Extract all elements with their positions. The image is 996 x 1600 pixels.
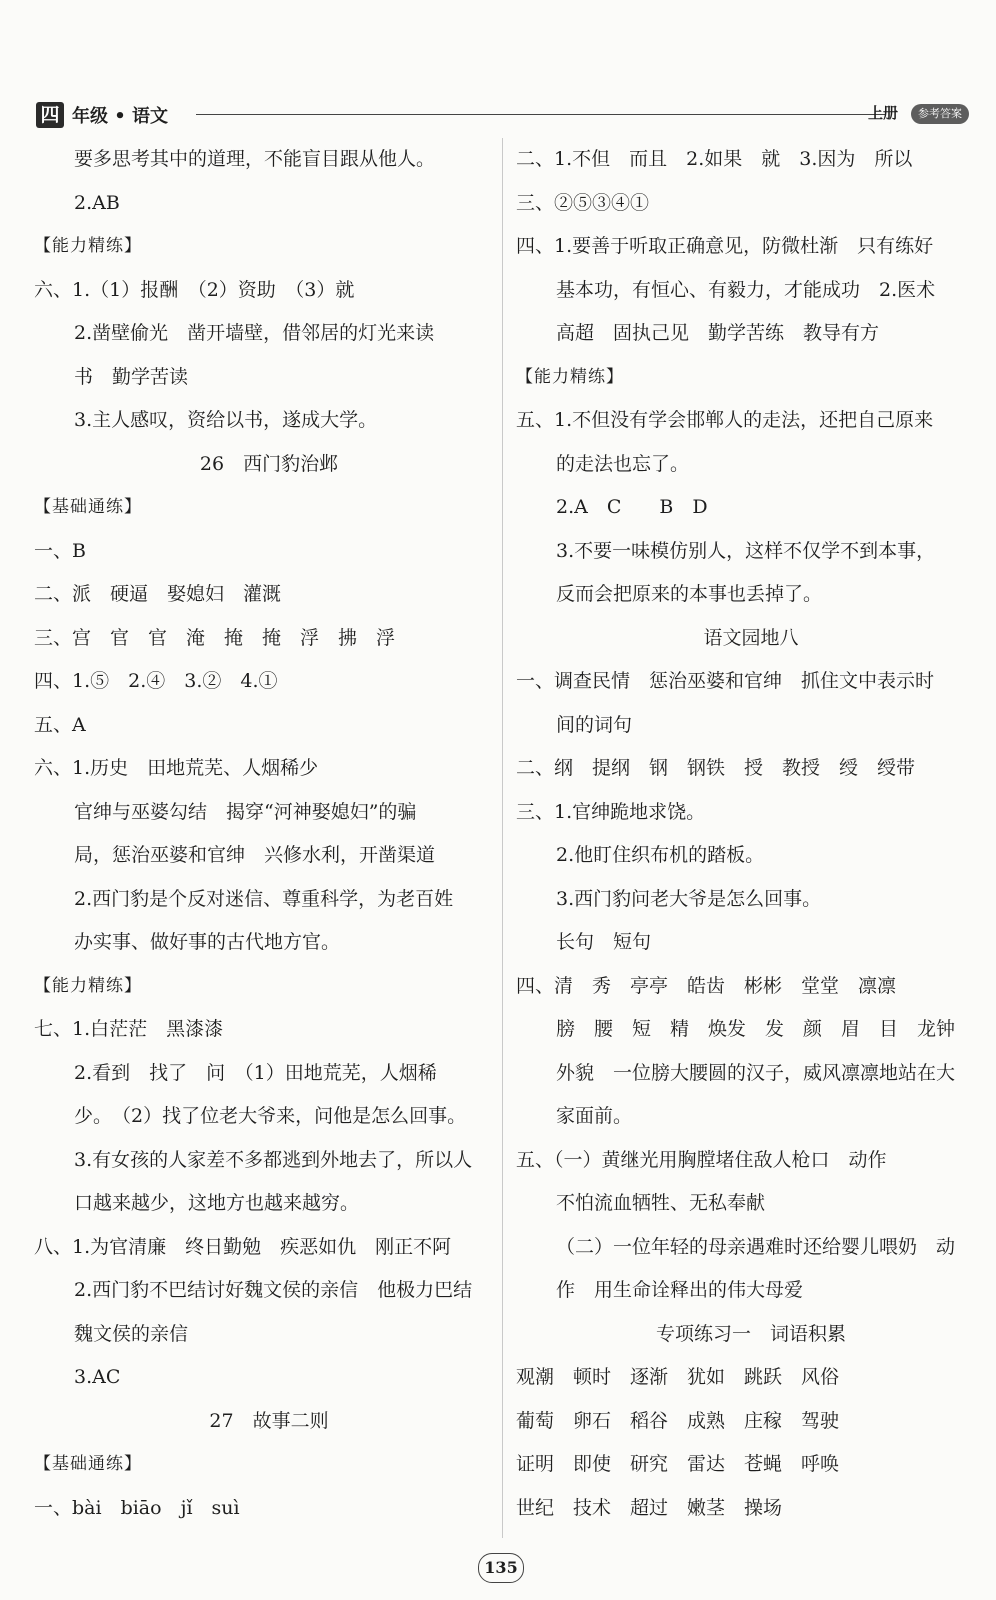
section-heading: 【能力精练】 (516, 366, 624, 387)
section-heading: 【能力精练】 (34, 975, 142, 996)
answer-line: 六、1.历史 田地荒芜、人烟稀少 (34, 757, 319, 779)
answer-line: 五、A (34, 713, 86, 736)
page-header (36, 100, 976, 130)
answer-line: 七、1.白茫茫 黑漆漆 (34, 1018, 224, 1040)
answer-line: 葡萄 卵石 稻谷 成熟 庄稼 驾驶 (516, 1409, 840, 1432)
answer-line: 三、1.官绅跪地求饶。 (516, 800, 706, 823)
answer-line: 四、1.⑤ 2.④ 3.② 4.① (34, 670, 278, 692)
answer-line: 3.主人感叹，资给以书，遂成大学。 (74, 409, 378, 431)
answer-line: 2.西门豹不巴结讨好魏文侯的亲信 他极力巴结 (74, 1279, 473, 1301)
answer-line: 长句 短句 (556, 931, 652, 953)
answer-line: 魏文侯的亲信 (74, 1322, 189, 1345)
answer-line: 的走法也忘了。 (556, 452, 690, 475)
answer-line: 反而会把原来的本事也丢掉了。 (556, 583, 823, 605)
answer-line: 六、1.（1）报酬 （2）资助 （3）就 (34, 278, 355, 301)
answer-line: 官绅与巫婆勾结 揭穿“河神娶媳妇”的骗 (74, 800, 417, 823)
answer-line: 口越来越少，这地方也越来越穷。 (74, 1192, 360, 1214)
answer-line: 2.凿壁偷光 凿开墙壁，借邻居的灯光来读 (74, 322, 435, 344)
answer-line: 五、1.不但没有学会邯郸人的走法，还把自己原来 (516, 409, 934, 431)
answer-key-badge: 参考答案 (911, 104, 969, 124)
left-column (34, 138, 504, 1530)
answer-line: 膀 腰 短 精 焕发 发 颜 眉 目 龙钟 (556, 1018, 956, 1040)
lesson-title: 27 故事二则 (209, 1409, 329, 1432)
volume-label: 上册 (868, 104, 899, 122)
header-rule (196, 114, 886, 115)
answer-line: 2.看到 找了 问 （1）田地荒芜，人烟稀 (74, 1061, 437, 1084)
lesson-title: 26 西门豹治邺 (199, 452, 339, 475)
answer-line: 高超 固执己见 勤学苦练 教导有方 (556, 322, 880, 344)
answer-line: 四、1.要善于听取正确意见，防微杜渐 只有练好 (516, 235, 934, 257)
answer-line: 3.西门豹问老大爷是怎么回事。 (556, 887, 822, 910)
answer-line: 3.AC (74, 1366, 121, 1388)
answer-line: 3.不要一味模仿别人，这样不仅学不到本事， (556, 539, 936, 562)
answer-line: 办实事、做好事的古代地方官。 (74, 931, 341, 953)
answer-line: 二、派 硬逼 娶媳妇 灌溉 (34, 583, 282, 605)
answer-line: 2.他盯住织布机的踏板。 (556, 844, 765, 866)
answer-line: 八、1.为官清廉 终日勤勉 疾恶如仇 刚正不阿 (34, 1235, 452, 1258)
answer-line: 要多思考其中的道理，不能盲目跟从他人。 (74, 148, 436, 170)
answer-line: 间的词句 (556, 713, 633, 736)
answer-line: 不怕流血牺牲、无私奉献 (556, 1192, 766, 1214)
answer-line: 一、B (34, 539, 86, 562)
answer-line: 二、纲 提纲 钢 钢铁 授 教授 绶 绶带 (516, 757, 916, 779)
answer-line: 四、清 秀 亭亭 皓齿 彬彬 堂堂 凛凛 (516, 974, 897, 997)
answer-line: 2.A C B D (556, 496, 708, 518)
subject-label: 年级 • 语文 (72, 106, 169, 127)
section-heading: 【能力精练】 (34, 236, 142, 256)
answer-line: 三、宫 官 官 淹 掩 掩 浮 拂 浮 (34, 626, 396, 649)
lesson-title: 语文园地八 (703, 626, 799, 649)
answer-line: 五、（一）黄继光用胸膛堵住敌人枪口 动作 (516, 1148, 887, 1171)
answer-line: 世纪 技术 超过 嫩茎 操场 (516, 1496, 783, 1519)
answer-line: 家面前。 (556, 1105, 633, 1127)
answer-line: 2.AB (74, 191, 120, 214)
grade-number: 四 (36, 102, 64, 128)
answer-line: 一、调查民情 惩治巫婆和官绅 抓住文中表示时 (516, 670, 935, 692)
answer-line: 局，惩治巫婆和官绅 兴修水利，开凿渠道 (74, 844, 436, 866)
answer-line: 少。 （2）找了位老大爷来，问他是怎么回事。 (74, 1105, 467, 1127)
answer-line: 外貌 一位膀大腰圆的汉子，威风凛凛地站在大 (556, 1061, 956, 1084)
answer-line: 3.有女孩的人家差不多都逃到外地去了，所以人 (74, 1148, 473, 1171)
right-column (516, 138, 986, 1530)
page-number: 135 (478, 1553, 524, 1583)
answer-line: 作 用生命诠释出的伟大母爱 (556, 1279, 804, 1301)
lesson-title: 专项练习一 词语积累 (655, 1322, 846, 1345)
answer-line: 三、②⑤③④① (516, 191, 650, 214)
answer-line: （二）一位年轻的母亲遇难时还给婴儿喂奶 动 (556, 1235, 956, 1258)
answer-line: 证明 即使 研究 雷达 苍蝇 呼唤 (516, 1453, 840, 1475)
answer-line: 一、bài biāo jǐ suì (34, 1496, 240, 1519)
answer-line: 二、1.不但 而且 2.如果 就 3.因为 所以 (516, 148, 913, 170)
section-heading: 【基础通练】 (34, 1454, 142, 1474)
answer-line: 基本功，有恒心、有毅力，才能成功 2.医术 (556, 278, 936, 301)
section-heading: 【基础通练】 (34, 497, 142, 517)
answer-line: 2.西门豹是个反对迷信、尊重科学，为老百姓 (74, 887, 454, 910)
answer-line: 观潮 顿时 逐渐 犹如 跳跃 风俗 (516, 1366, 840, 1388)
answer-line: 书 勤学苦读 (74, 365, 189, 388)
